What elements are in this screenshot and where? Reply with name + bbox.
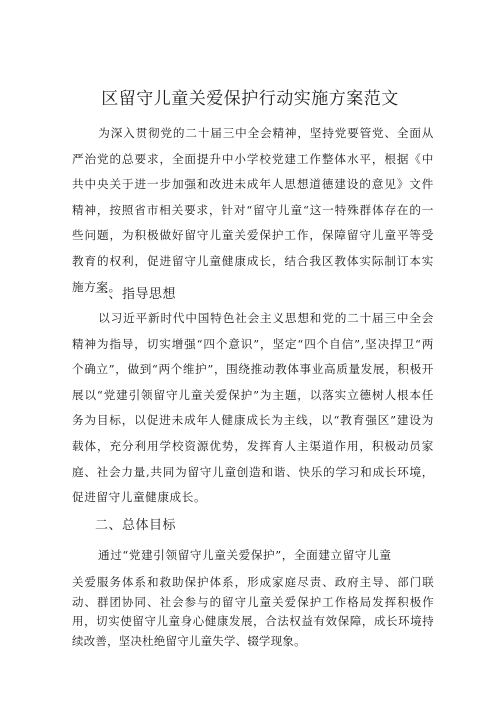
overall-goal-paragraph: 关爱服务体系和救助保护体系，形成家庭尽责、政府主导、部门联动、群团协同、社会参与的留守儿童关爱保护工作格局发挥积极作用，切实使留守儿童身心健康发展，合法权益有效保障，成长环境持续改善，坚决杜绝留守儿童失学、辍学现象。 [72, 575, 434, 648]
overall-goal-lead-line: 通过“党建引领留守儿童关爱保护”，全面建立留守儿童 [98, 548, 392, 562]
intro-paragraph [72, 121, 434, 300]
document-title: 区留守儿童关爱保护行动实施方案范文 [101, 89, 399, 109]
guiding-ideology-paragraph [72, 306, 434, 511]
section-heading-guiding-ideology: 一、指导思想 [95, 287, 177, 302]
section-heading-overall-goal: 二、总体目标 [95, 518, 177, 533]
guiding-ideology-text: 以习近平新时代中国特色社会主义思想和党的二十届三中全会精神为指导，切实增强“四个意识”，坚定“四个自信”,坚决捍卫“两个确立”，做到“两个维护”，围绕推动教体事业高质量发展，积极开展以“党建引领留守儿童关爱保护”为主题，以落实立德树人根本任务为目标，以促进未成年人健康成长为主线，以“教育强区”建设为载体，充分利用学校资源优势，发挥育人主渠道作用，积极动员家庭、社会力量,共同为留守儿童创造和谐、快乐的学习和成长环境，促进留守儿童健康成长。 [72, 311, 434, 505]
intro-text: 为深入贯彻党的二十届三中全会精神，坚持党要管党、全面从严治党的总要求，全面提升中小学校党建工作整体水平，根据《中共中央关于进一步加强和改进未成年人思想道德建设的意见》文件精神，按照省市相关要求，针对“留守儿童“这一特殊群体存在的一些问题，为积极做好留守儿童关爱保护工作，保障留守儿童平等受教育的权利，促进留守儿童健康成长，结合我区教体实际制订本实施方案。 [72, 126, 434, 294]
